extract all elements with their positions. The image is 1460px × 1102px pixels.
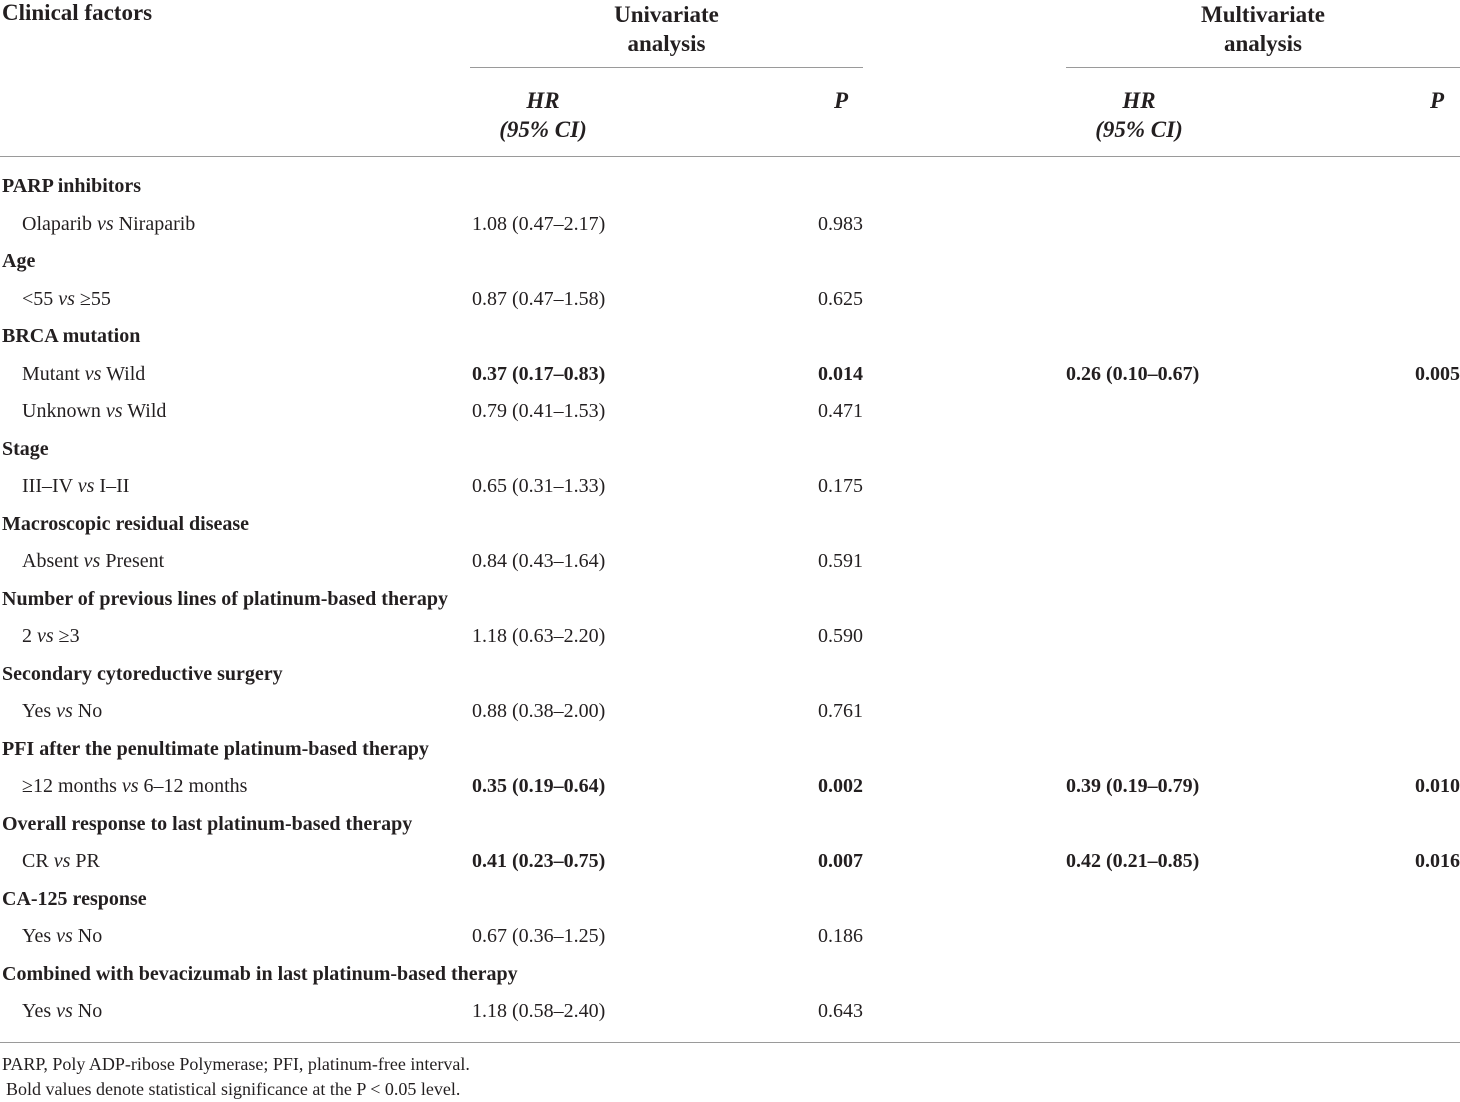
group-label: Combined with bevacizumab in last platinum-based therapy — [2, 962, 518, 985]
univariate-hr-value: 0.84 (0.43–1.64) — [472, 550, 606, 572]
multivariate-hr-value: 0.39 (0.19–0.79) — [1066, 775, 1200, 797]
univariate-hr-value: 0.87 (0.47–1.58) — [472, 287, 606, 310]
group-label: Secondary cytoreductive surgery — [2, 662, 283, 685]
univariate-p-header: P — [833, 88, 848, 113]
clinical-factors-header: Clinical factors — [2, 0, 153, 25]
univariate-p-value: 0.761 — [818, 700, 863, 722]
table-group-row — [0, 731, 1460, 769]
table-group-row — [0, 806, 1460, 844]
vs-text: vs — [96, 212, 114, 235]
group-label: Number of previous lines of platinum-based therapy — [2, 587, 448, 610]
univariate-p-value: 0.643 — [818, 1000, 863, 1022]
comparison-left: Yes — [22, 700, 57, 722]
comparison-label — [22, 468, 129, 505]
comparison-label — [22, 618, 80, 655]
table-group-row — [0, 581, 1460, 619]
group-label: BRCA mutation — [2, 325, 141, 347]
comparison-right: 6–12 months — [138, 775, 248, 797]
comparison-left: <55 — [22, 287, 59, 310]
ci-label: (95% CI) — [499, 117, 587, 142]
multivariate-p-header: P — [1429, 88, 1444, 113]
vs-text: vs — [105, 400, 123, 422]
multivariate-header-line2: analysis — [1224, 31, 1302, 56]
comparison-label — [22, 918, 102, 955]
univariate-p-value: 0.175 — [818, 475, 863, 497]
comparison-left: Absent — [22, 550, 84, 572]
table-group-row — [0, 881, 1460, 919]
vs-text: vs — [58, 287, 75, 310]
univariate-rule — [470, 67, 863, 68]
univariate-p-value: 0.186 — [818, 925, 863, 947]
table-row — [0, 768, 1460, 806]
table-row — [0, 356, 1460, 394]
group-label: Age — [2, 250, 36, 272]
comparison-left: Yes — [22, 925, 57, 947]
comparison-right: Wild — [122, 400, 167, 422]
group-label: PFI after the penultimate platinum-based therapy — [2, 737, 429, 760]
univariate-hr-value: 1.18 (0.63–2.20) — [472, 625, 606, 647]
vs-text: vs — [84, 362, 102, 385]
group-label: Macroscopic residual disease — [2, 512, 250, 535]
table-bottom-rule — [0, 1042, 1460, 1043]
comparison-right: Wild — [101, 362, 146, 385]
univariate-hr-value: 1.18 (0.58–2.40) — [472, 1000, 606, 1022]
group-label: Overall response to last platinum-based therapy — [2, 812, 413, 835]
comparison-left: Yes — [22, 1000, 57, 1022]
comparison-right: PR — [70, 850, 100, 872]
comparison-left: CR — [22, 850, 54, 872]
univariate-header-line1: Univariate — [614, 2, 719, 27]
univariate-p-value: 0.591 — [818, 550, 863, 572]
table-group-row — [0, 243, 1460, 281]
ci-label: (95% CI) — [1095, 117, 1183, 142]
comparison-right: No — [72, 700, 103, 722]
comparison-right: Niraparib — [113, 212, 196, 235]
comparison-right: Present — [100, 550, 165, 572]
univariate-hr-header — [470, 86, 616, 144]
table-row — [0, 618, 1460, 656]
table-row — [0, 993, 1460, 1031]
vs-text: vs — [83, 550, 101, 572]
multivariate-hr-value: 0.26 (0.10–0.67) — [1066, 362, 1200, 385]
table-row — [0, 206, 1460, 244]
comparison-label — [22, 393, 166, 430]
hr-label: HR — [526, 88, 560, 113]
univariate-p-value: 0.002 — [818, 775, 863, 797]
footnote-significance: Bold values denote statistical significance at the P < 0.05 level. — [6, 1079, 461, 1099]
univariate-p-value: 0.007 — [818, 850, 863, 872]
table-row — [0, 281, 1460, 319]
table-row — [0, 693, 1460, 731]
table-body — [0, 168, 1460, 1031]
univariate-header-line2: analysis — [627, 31, 706, 56]
comparison-label — [22, 281, 111, 318]
comparison-right: No — [72, 925, 103, 947]
univariate-p-value: 0.983 — [818, 212, 863, 235]
multivariate-header-line1: Multivariate — [1201, 2, 1325, 27]
vs-text: vs — [77, 475, 95, 497]
footnote-abbreviations: PARP, Poly ADP-ribose Polymerase; PFI, platinum-free interval. — [2, 1054, 470, 1074]
comparison-left: ≥12 months — [22, 775, 122, 797]
univariate-p-value: 0.625 — [818, 287, 863, 310]
comparison-left: Unknown — [22, 400, 106, 422]
comparison-label — [22, 206, 195, 243]
multivariate-hr-header — [1066, 86, 1212, 144]
table-group-row — [0, 506, 1460, 544]
table-row — [0, 468, 1460, 506]
univariate-hr-value: 0.35 (0.19–0.64) — [472, 775, 606, 797]
comparison-right: ≥3 — [53, 625, 80, 647]
group-label: CA-125 response — [2, 887, 147, 910]
univariate-hr-value: 0.79 (0.41–1.53) — [472, 400, 606, 422]
univariate-hr-value: 0.88 (0.38–2.00) — [472, 700, 606, 722]
table-header — [0, 0, 1460, 157]
group-label: Stage — [2, 437, 49, 460]
comparison-left: Olaparib — [22, 212, 97, 235]
comparison-label — [22, 693, 102, 730]
table-group-row — [0, 956, 1460, 994]
group-label: PARP inhibitors — [2, 175, 142, 197]
table-group-row — [0, 318, 1460, 356]
comparison-label — [22, 843, 100, 880]
vs-text: vs — [56, 1000, 73, 1022]
comparison-left: 2 — [22, 625, 37, 647]
table-row — [0, 543, 1460, 581]
comparison-left: Mutant — [22, 362, 85, 385]
comparison-label — [22, 993, 102, 1030]
vs-text: vs — [56, 925, 73, 947]
vs-text: vs — [121, 775, 139, 797]
comparison-left: III–IV — [22, 475, 78, 497]
table-group-row — [0, 656, 1460, 694]
comparison-right: ≥55 — [74, 287, 111, 310]
vs-text: vs — [56, 700, 73, 722]
multivariate-header — [1066, 0, 1460, 58]
vs-text: vs — [53, 850, 71, 872]
comparison-label — [22, 543, 164, 580]
univariate-hr-value: 0.67 (0.36–1.25) — [472, 925, 606, 947]
comparison-right: I–II — [94, 475, 130, 497]
univariate-hr-value: 0.37 (0.17–0.83) — [472, 362, 606, 385]
comparison-right: No — [72, 1000, 103, 1022]
table-row — [0, 393, 1460, 431]
multivariate-p-value: 0.016 — [1415, 850, 1460, 872]
univariate-hr-value: 0.65 (0.31–1.33) — [472, 475, 606, 497]
table-row — [0, 918, 1460, 956]
multivariate-p-value: 0.010 — [1415, 775, 1460, 797]
multivariate-hr-value: 0.42 (0.21–0.85) — [1066, 850, 1200, 872]
table-group-row — [0, 168, 1460, 206]
univariate-p-value: 0.590 — [818, 625, 863, 647]
multivariate-p-value: 0.005 — [1415, 362, 1460, 385]
table-row — [0, 843, 1460, 881]
comparison-label — [22, 356, 145, 393]
univariate-hr-value: 0.41 (0.23–0.75) — [472, 850, 606, 872]
multivariate-rule — [1066, 67, 1460, 68]
univariate-header — [470, 0, 863, 58]
univariate-p-value: 0.471 — [818, 400, 863, 422]
hr-label: HR — [1122, 88, 1156, 113]
comparison-label — [22, 768, 247, 805]
univariate-p-value: 0.014 — [818, 362, 863, 385]
univariate-hr-value: 1.08 (0.47–2.17) — [472, 212, 606, 235]
table-group-row — [0, 431, 1460, 469]
vs-text: vs — [37, 625, 54, 647]
